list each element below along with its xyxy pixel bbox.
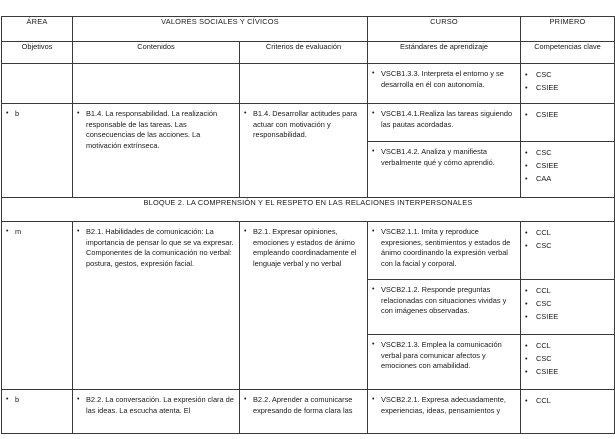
bullet-icon: • xyxy=(525,161,528,170)
estandar-cell: • VSCB2.1.1. Imita y reproduce expresiones, sentimientos y estados de ánimo coordinando la expresión verbal con la facial y corporal. xyxy=(368,222,521,280)
bullet-icon: • xyxy=(372,396,375,403)
criterio-cell: • B2.1. Expresar opiniones, emociones y estados de ánimo empleando coordinadamente el lenguaje verbal y no verbal xyxy=(240,222,368,390)
competencias-cell xyxy=(521,222,615,280)
bullet-icon: • xyxy=(525,299,528,308)
objetivo-cell: • m xyxy=(2,222,73,390)
bullet-icon: • xyxy=(372,148,375,155)
estandar-cell: • VSCB2.1.2. Responde preguntas relacionadas con situaciones vividas y con imágenes observadas. xyxy=(368,280,521,335)
curso-label: CURSO xyxy=(368,17,521,42)
criterio-cell: • B1.4. Desarrollar actitudes para actuar con motivación y responsabilidad. xyxy=(240,104,368,198)
bullet-icon: • xyxy=(525,174,528,183)
estandar-cell xyxy=(368,64,521,104)
block-header-row xyxy=(2,198,615,222)
competencia-item: • CSC xyxy=(525,70,552,79)
competencia-item: • CAA xyxy=(525,174,552,183)
competencias-cell xyxy=(521,64,615,104)
bullet-icon: • xyxy=(525,312,528,321)
estandar-cell: • VSCB2.2.1. Expresa adecuadamente, experiencias, ideas, pensamientos y xyxy=(368,390,521,434)
competencia-item: • CSC xyxy=(525,148,552,157)
bullet-icon: • xyxy=(6,110,9,117)
criterio-cell: • B2.2. Aprender a comunicarse expresando de forma clara las xyxy=(240,390,368,434)
estandar-cell: • VSCB2.1.3. Emplea la comunicación verbal para comunicar afectos y emociones con amabilidad. xyxy=(368,335,521,390)
col-estandares: Estándares de aprendizaje xyxy=(368,42,521,64)
bullet-icon: • xyxy=(6,228,9,235)
col-criterios: Criterios de evaluación xyxy=(240,42,368,64)
competencia-item: • CSC xyxy=(525,241,552,250)
estandar-cell: • VSCB1.4.2. Analiza y manifiesta verbalmente qué y cómo aprendió. xyxy=(368,142,521,198)
objetivo-cell: • b xyxy=(2,104,73,198)
contenido-cell: • B2.2. La conversación. La expresión clara de las ideas. La escucha atenta. El xyxy=(73,390,240,434)
competencia-item: • CSC xyxy=(525,299,552,308)
bullet-icon: • xyxy=(525,228,528,237)
estandar-cell: • VSCB1.4.1.Realiza las tareas siguiendo las pautas acordadas. xyxy=(368,104,521,142)
objetivo-cell xyxy=(2,64,73,104)
competencia-item: • CCL xyxy=(525,396,551,405)
bullet-icon: • xyxy=(372,228,375,235)
area-title: VALORES SOCIALES Y CÍVICOS xyxy=(73,17,368,42)
table-row xyxy=(2,390,615,434)
area-label: ÁREA xyxy=(2,17,73,42)
bullet-icon: • xyxy=(77,228,80,235)
competencia-item: • CSIEE xyxy=(525,312,559,321)
column-header-row xyxy=(2,42,615,64)
competencia-item: • CSIEE xyxy=(525,367,559,376)
col-contenidos: Contenidos xyxy=(73,42,240,64)
bullet-icon: • xyxy=(244,396,247,403)
bullet-icon: • xyxy=(372,70,375,77)
contenido-cell xyxy=(73,64,240,104)
bullet-icon: • xyxy=(525,286,528,295)
col-objetivos: Objetivos xyxy=(2,42,73,64)
bullet-icon: • xyxy=(244,110,247,117)
bullet-icon: • xyxy=(525,110,528,119)
bullet-icon: • xyxy=(525,367,528,376)
header-row xyxy=(2,17,615,42)
competencias-cell xyxy=(521,142,615,198)
curriculum-table xyxy=(1,16,615,434)
table-row xyxy=(2,64,615,104)
bullet-icon: • xyxy=(525,70,528,79)
competencia-item: • CCL xyxy=(525,341,551,350)
bullet-icon: • xyxy=(372,286,375,293)
competencia-item: • CSIEE xyxy=(525,161,559,170)
competencia-item: • CCL xyxy=(525,286,551,295)
competencia-item: • CCL xyxy=(525,228,551,237)
bullet-icon: • xyxy=(244,228,247,235)
col-competencias: Competencias clave xyxy=(521,42,615,64)
bullet-icon: • xyxy=(525,83,528,92)
bullet-icon: • xyxy=(77,110,80,117)
competencias-cell xyxy=(521,335,615,390)
curso-value: PRIMERO xyxy=(521,17,615,42)
bullet-icon: • xyxy=(525,241,528,250)
competencia-item: • CSIEE xyxy=(525,83,559,92)
competencias-cell xyxy=(521,104,615,142)
table-row xyxy=(2,222,615,280)
contenido-cell: • B1.4. La responsabilidad. La realización responsable de las tareas. Las consecuencias de las acciones. La motivación extrínseca. xyxy=(73,104,240,198)
bullet-icon: • xyxy=(6,396,9,403)
bullet-icon: • xyxy=(77,396,80,403)
criterio-cell xyxy=(240,64,368,104)
contenido-cell: • B2.1. Habilidades de comunicación: La importancia de pensar lo que se va expresar. Componentes de la comunicación no verbal: postura, gestos, expresión facial. xyxy=(73,222,240,390)
competencias-cell xyxy=(521,280,615,335)
bullet-icon: • xyxy=(525,354,528,363)
bullet-icon: • xyxy=(372,341,375,348)
estandar-text: VSCB1.3.3. Interpreta el entorno y se desarrolla en él con autonomía. xyxy=(381,69,504,89)
competencias-cell xyxy=(521,390,615,434)
competencia-item: • CSC xyxy=(525,354,552,363)
block-title: BLOQUE 2. LA COMPRENSIÓN Y EL RESPETO EN LAS RELACIONES INTERPERSONALES xyxy=(2,198,615,222)
bullet-icon: • xyxy=(525,148,528,157)
bullet-icon: • xyxy=(525,396,528,405)
competencia-item: • CSIEE xyxy=(525,110,559,119)
bullet-icon: • xyxy=(525,341,528,350)
objetivo-cell: • b xyxy=(2,390,73,434)
table-row xyxy=(2,104,615,142)
bullet-icon: • xyxy=(372,110,375,117)
